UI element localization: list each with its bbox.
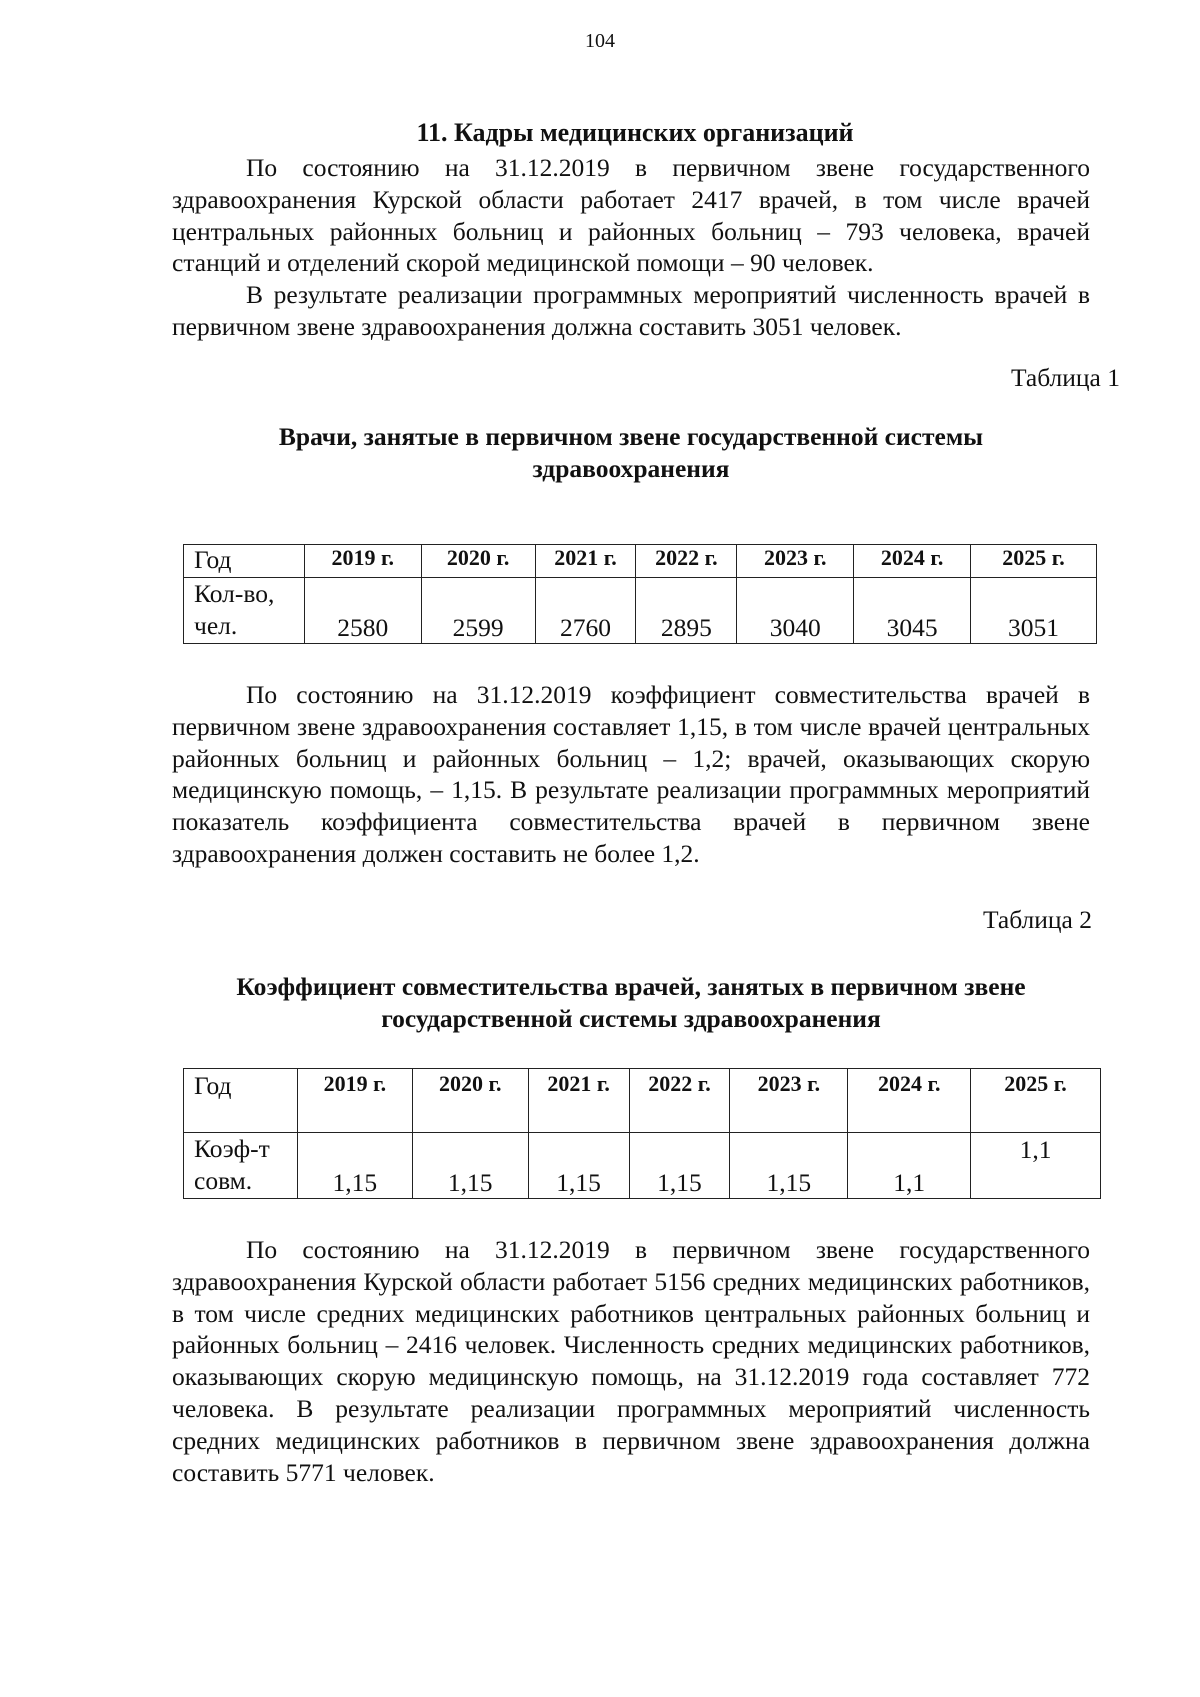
table1-value-2023: 3040 [737, 578, 854, 644]
table2-value-2023: 1,15 [730, 1133, 848, 1199]
table1-value-2019: 2580 [304, 578, 421, 644]
table1-title-line2: здравоохранения [532, 454, 730, 483]
table1-header-year: Год [184, 545, 305, 578]
table1-year-2024: 2024 г. [854, 545, 971, 578]
table1-value-2020: 2599 [421, 578, 535, 644]
table2-year-2022: 2022 г. [629, 1069, 730, 1133]
table1-year-2023: 2023 г. [737, 545, 854, 578]
table2-value-2025: 1,1 [971, 1133, 1101, 1199]
table1-value-row [184, 578, 1097, 644]
table2-value-2021: 1,15 [528, 1133, 629, 1199]
table1-value-2025: 3051 [971, 578, 1097, 644]
table2-year-2023: 2023 г. [730, 1069, 848, 1133]
table1-row-label-line1: Кол-во, [194, 579, 275, 608]
table1-value-2022: 2895 [636, 578, 737, 644]
table2-header-year: Год [184, 1069, 298, 1133]
table1-title-line1: Врачи, занятые в первичном звене государственной системы [278, 422, 984, 451]
table2-value-2019: 1,15 [297, 1133, 412, 1199]
table1-header-row [184, 545, 1097, 578]
table2-row-label-line2: совм. [194, 1166, 253, 1195]
table1-row-label [184, 578, 305, 644]
table1-doctors [183, 544, 1097, 644]
table1-year-2025: 2025 г. [971, 545, 1097, 578]
table2-title-line1: Коэффициент совместительства врачей, занятых в первичном звене [236, 972, 1026, 1001]
table1-year-2019: 2019 г. [304, 545, 421, 578]
table2-value-2024: 1,1 [848, 1133, 971, 1199]
table2-year-2025: 2025 г. [971, 1069, 1101, 1133]
table2-header-row [184, 1069, 1101, 1133]
table2-title [172, 971, 1090, 1035]
paragraph-doctors-count: По состоянию на 31.12.2019 в первичном звене государственного здравоохранения Курской области работает 2417 врачей, в том числе врачей центральных районных больниц и районных больниц – 793 человека, врачей станций и отделений скорой медицинской помощи – 90 человек. [172, 153, 1090, 278]
table2-value-row [184, 1133, 1101, 1199]
table1-value-2024: 3045 [854, 578, 971, 644]
table2-value-2020: 1,15 [412, 1133, 528, 1199]
section-title: 11. Кадры медицинских организаций [416, 118, 854, 147]
table2-coefficient [183, 1068, 1101, 1199]
table1-title [172, 421, 1090, 485]
table2-row-label-line1: Коэф-т [194, 1134, 270, 1163]
table2-year-2024: 2024 г. [848, 1069, 971, 1133]
page-number: 104 [585, 30, 615, 52]
table1-row-label-line2: чел. [194, 611, 238, 640]
paragraph-coefficient: По состоянию на 31.12.2019 коэффициент совместительства врачей в первичном звене здравоохранения составляет 1,15, в том числе врачей центральных районных больниц и районных больниц – 1,2; врачей, оказывающих скорую медицинскую помощь, – 1,15. В результате реализации программных мероприятий показатель коэффициента совместительства врачей в первичном звене здравоохранения должен составить не более 1,2. [172, 680, 1090, 868]
table1-year-2020: 2020 г. [421, 545, 535, 578]
table2-year-2021: 2021 г. [528, 1069, 629, 1133]
table1-label: Таблица 1 [1010, 363, 1120, 392]
table2-label: Таблица 2 [982, 905, 1092, 934]
table2-year-2019: 2019 г. [297, 1069, 412, 1133]
paragraph-nurses: По состоянию на 31.12.2019 в первичном звене государственного здравоохранения Курской области работает 5156 средних медицинских работников, в том числе средних медицинских работников центральных районных больниц и районных больниц – 2416 человек. Численность средних медицинских работников, оказывающих скорую медицинскую помощь, на 31.12.2019 года составляет 772 человека. В результате реализации программных мероприятий численность средних медицинских работников в первичном звене здравоохранения должна составить 5771 человек. [172, 1235, 1090, 1487]
table2-title-line2: государственной системы здравоохранения [381, 1004, 881, 1033]
table2-row-label [184, 1133, 298, 1199]
table1-value-2021: 2760 [535, 578, 636, 644]
paragraph-doctors-target: В результате реализации программных мероприятий численность врачей в первичном звене здравоохранения должна составить 3051 человек. [172, 280, 1090, 341]
table2-value-2022: 1,15 [629, 1133, 730, 1199]
table1-year-2022: 2022 г. [636, 545, 737, 578]
table2-year-2020: 2020 г. [412, 1069, 528, 1133]
table1-year-2021: 2021 г. [535, 545, 636, 578]
